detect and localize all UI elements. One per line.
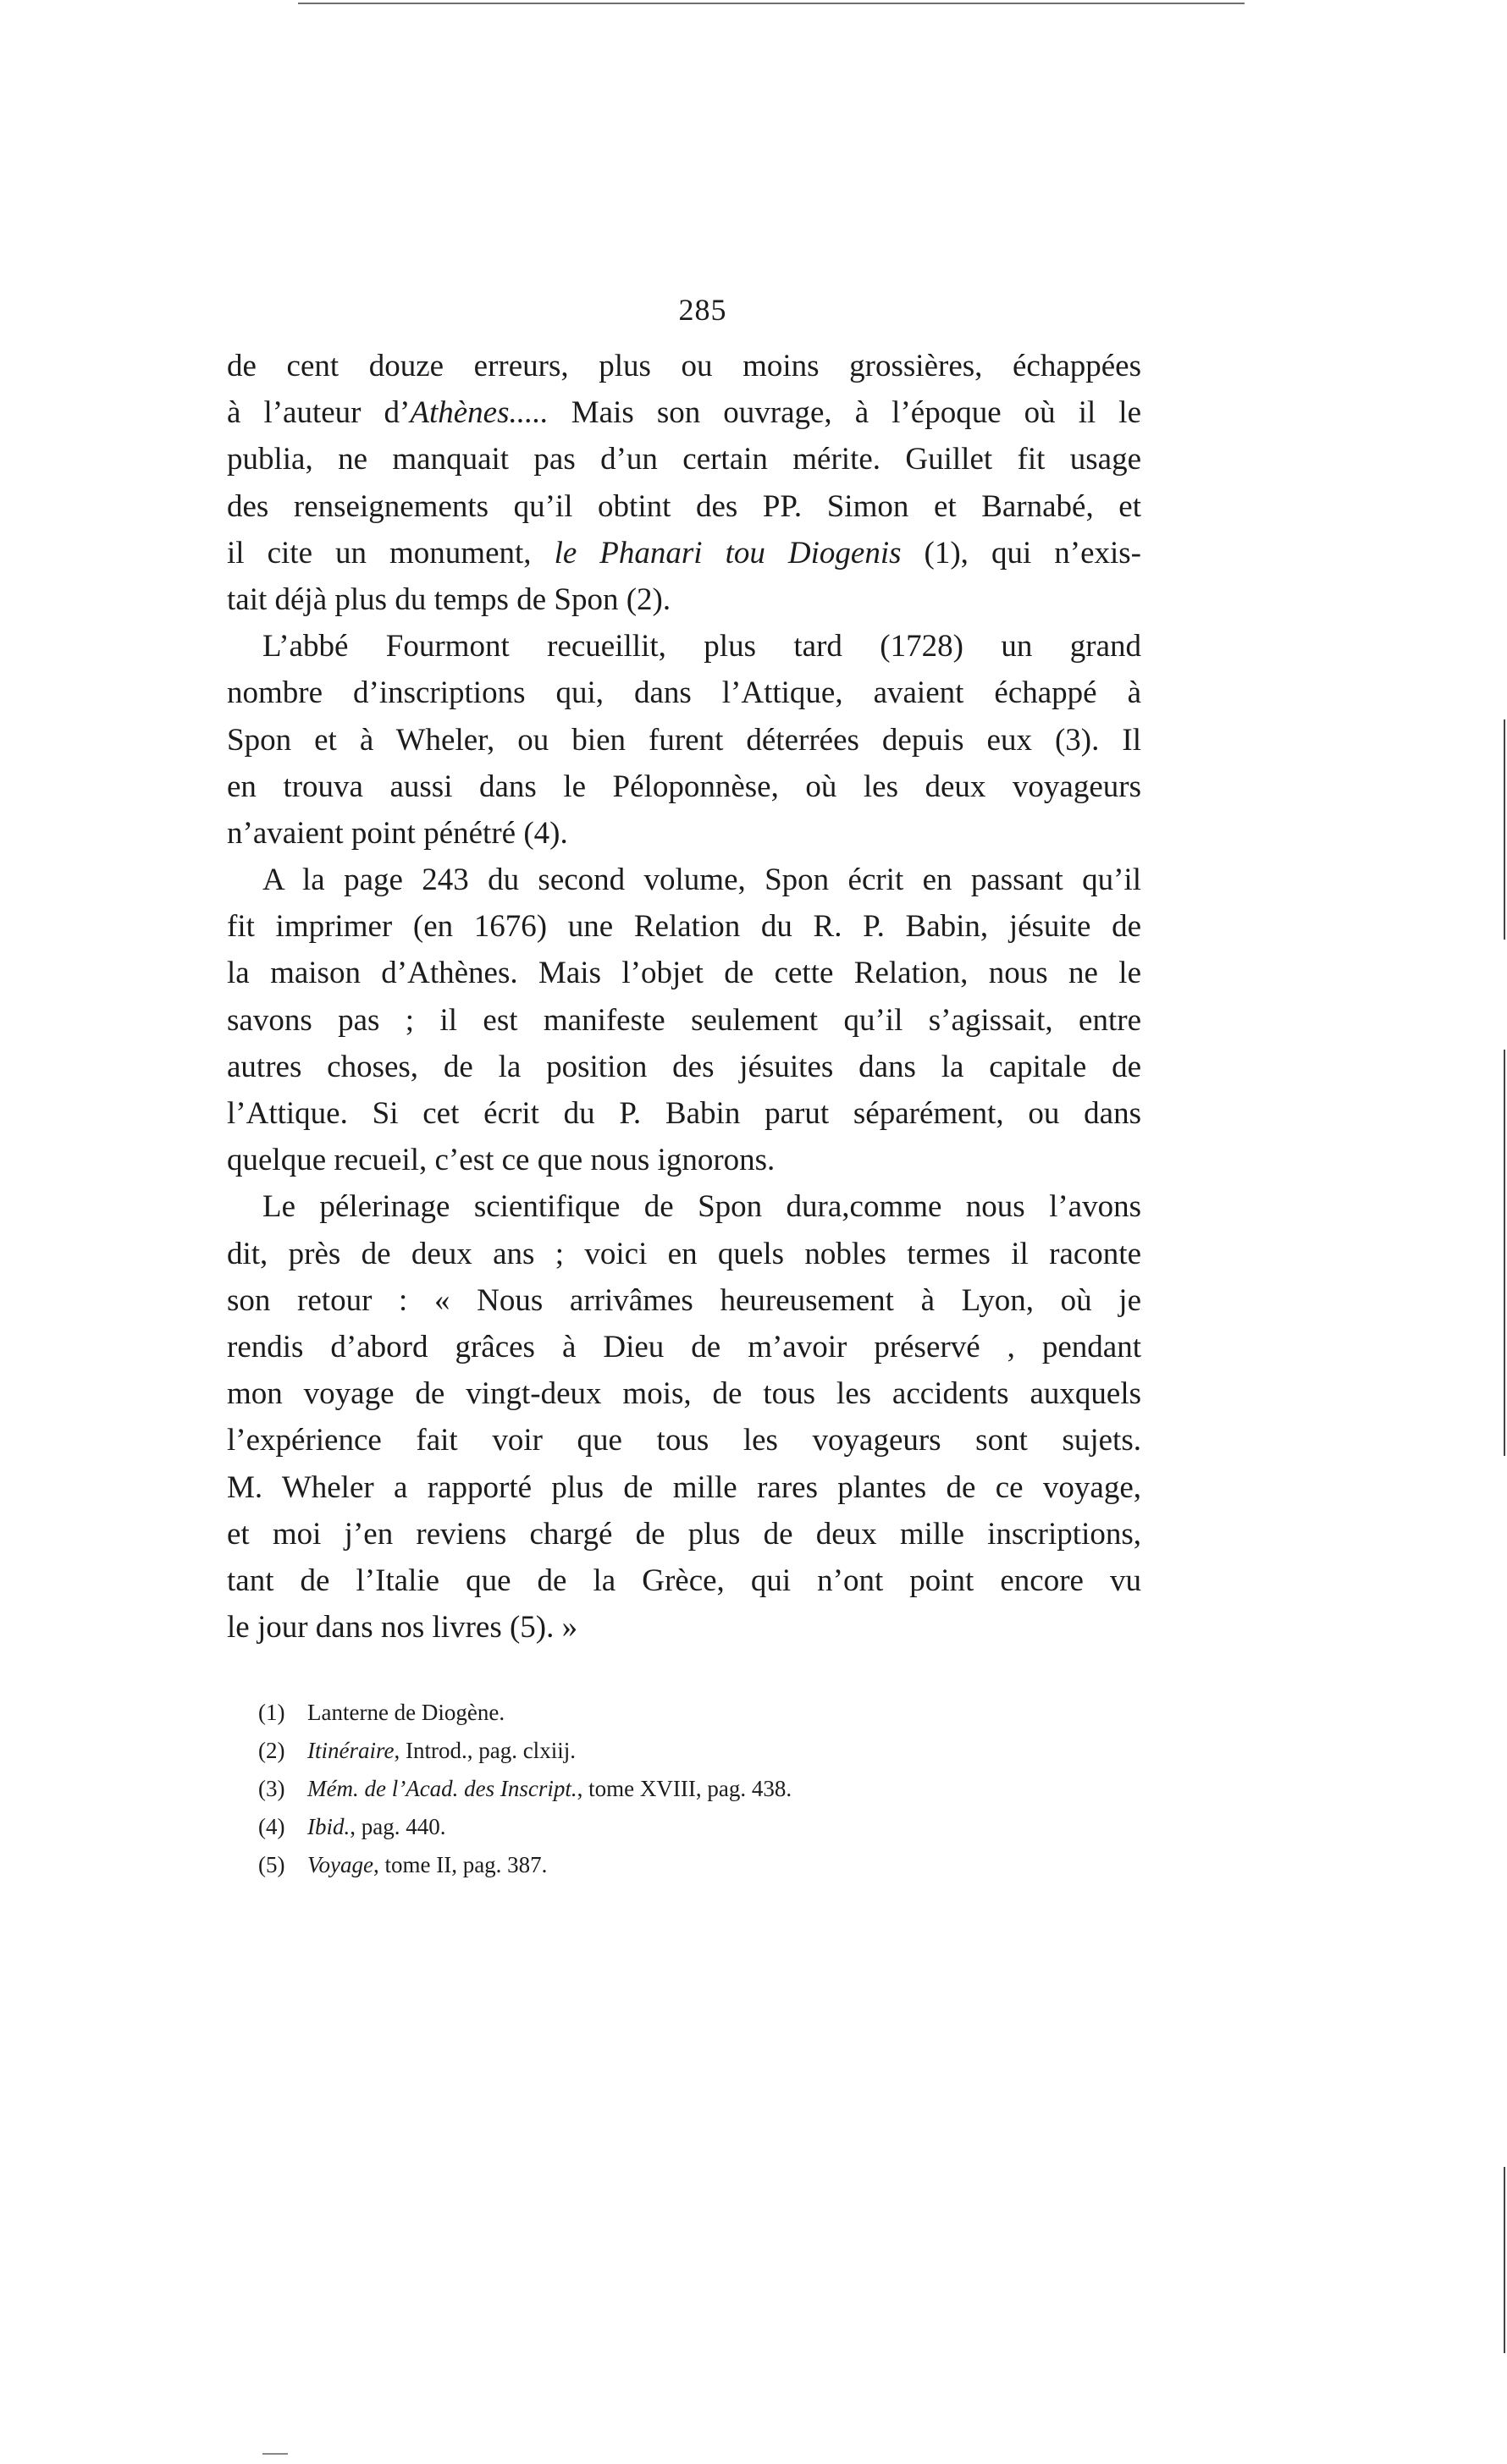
bottom-mark — [262, 2453, 288, 2455]
text-line: de cent douze erreurs, plus ou moins grossières, échappées — [227, 349, 1141, 383]
margin-mark — [1504, 719, 1505, 940]
text-line: fit imprimer (en 1676) une Relation du R. P. Babin, jésuite de — [227, 909, 1141, 945]
text-line: M. Wheler a rapporté plus de mille rares plantes de ce voyage, — [227, 1469, 1141, 1505]
body-text — [227, 343, 1141, 1651]
text-line: publia, ne manquait pas d’un certain mérite. Guillet fit usage — [227, 442, 1141, 477]
margin-mark — [1504, 1050, 1505, 1456]
text-line: en trouva aussi dans le Péloponnèse, où les deux voyageurs — [227, 769, 1141, 804]
footnote: (3) Mém. de l’Acad. des Inscript., tome XVIII, pag. 438. — [258, 1776, 792, 1801]
text-line: tait déjà plus du temps de Spon (2). — [227, 582, 671, 617]
text-line: dit, près de deux ans ; voici en quels nobles termes il raconte — [227, 1236, 1141, 1271]
footnote: (4) Ibid., pag. 440. — [258, 1814, 446, 1839]
footnotes — [258, 1694, 1020, 1884]
text-line: il cite un monument, le Phanari tou Diogenis (1), qui n’exis- — [227, 535, 1141, 571]
text-line: autres choses, de la position des jésuites dans la capitale de — [227, 1049, 1141, 1084]
text-line: quelque recueil, c’est ce que nous ignorons. — [227, 1143, 776, 1178]
text-line: Spon et à Wheler, ou bien furent déterrées depuis eux (3). Il — [227, 722, 1141, 758]
text-line: Le pélerinage scientifique de Spon dura,comme nous l’avons — [262, 1189, 1141, 1225]
footnote: (2) Itinéraire, Introd., pag. clxiij. — [258, 1738, 576, 1763]
text-line: savons pas ; il est manifeste seulement qu’il s’agissait, entre — [227, 1002, 1141, 1038]
text-line: et moi j’en reviens chargé de plus de deux mille inscriptions, — [227, 1516, 1141, 1552]
text-line: tant de l’Italie que de la Grèce, qui n’ont point encore vu — [227, 1563, 1141, 1598]
text-line: la maison d’Athènes. Mais l’objet de cette Relation, nous ne le — [227, 956, 1141, 991]
footnote: (5) Voyage, tome II, pag. 387. — [258, 1852, 548, 1877]
top-rule — [298, 3, 1245, 4]
text-line: nombre d’inscriptions qui, dans l’Attique, avaient échappé à — [227, 675, 1141, 711]
text-line: mon voyage de vingt-deux mois, de tous les accidents auxquels — [227, 1376, 1141, 1412]
text-line: l’Attique. Si cet écrit du P. Babin parut séparément, ou dans — [227, 1096, 1141, 1131]
page-number: 285 — [678, 293, 727, 327]
text-line: le jour dans nos livres (5). » — [227, 1610, 578, 1645]
text-line: n’avaient point pénétré (4). — [227, 815, 568, 851]
text-line: l’expérience fait voir que tous les voyageurs sont sujets. — [227, 1423, 1141, 1458]
text-line: rendis d’abord grâces à Dieu de m’avoir préservé , pendant — [227, 1329, 1141, 1364]
footnote: (1) Lanterne de Diogène. — [258, 1700, 505, 1725]
text-line: à l’auteur d’Athènes..... Mais son ouvrage, à l’époque où il le — [227, 395, 1141, 431]
text-line: son retour : « Nous arrivâmes heureusement à Lyon, où je — [227, 1282, 1141, 1318]
text-line: A la page 243 du second volume, Spon écrit en passant qu’il — [262, 863, 1141, 898]
margin-mark — [1504, 2167, 1505, 2353]
text-line: des renseignements qu’il obtint des PP. Simon et Barnabé, et — [227, 488, 1141, 524]
text-line: L’abbé Fourmont recueillit, plus tard (1728) un grand — [262, 629, 1141, 664]
